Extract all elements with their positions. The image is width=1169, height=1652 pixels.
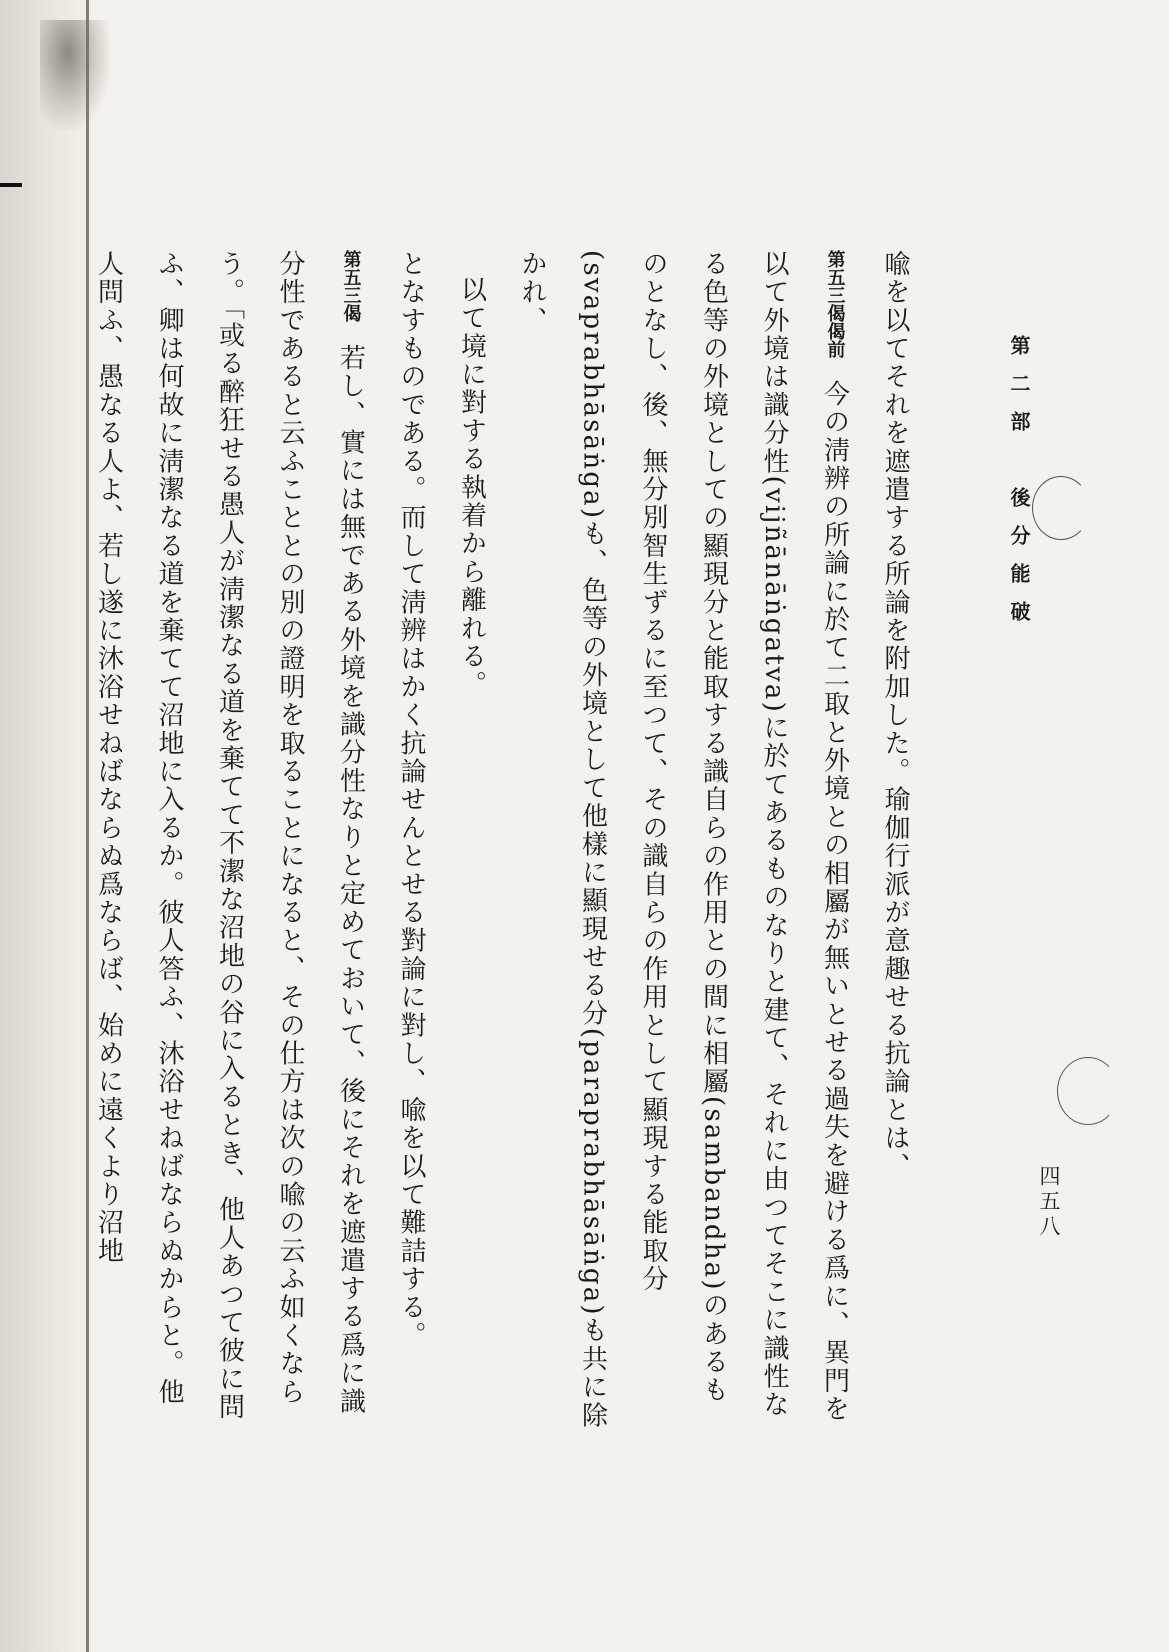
running-header: 第二部 後分能破 [1007, 335, 1031, 639]
paragraph [502, 250, 865, 1430]
verse-label: 第五三偈 [340, 250, 362, 322]
edge-mark [0, 183, 22, 187]
verse-label: 第五三偈偈前 [824, 250, 846, 358]
punch-hole-mark [1032, 476, 1090, 540]
paragraph-line: となすものである。而して淸辨はかく抗論せんとせる對論に對し、喩を以て難詰する。 [396, 250, 426, 1350]
paragraph-line: 以て境に對する執着から離れる。 [456, 276, 487, 699]
body-text [93, 250, 925, 1430]
paragraph [78, 250, 381, 1430]
paragraph-text: 若し、實には無である外境を識分性なりと定めておいて、後にそれを遮遣する爲に識分性であると云ふこととの別の證明を取ることになると、その仕方は次の喩の云ふ如くならう。「或る醉狂せる愚人が淸潔なる道を棄てて不潔な沼地の谷に入るとき、他人あつて彼に問ふ、卿は何故に淸潔なる道を棄てて沼地に入るか。彼人答ふ、沐浴せねばならぬからと。他人問ふ、愚なる人よ、若し遂に沐浴せねばならぬ爲ならば、始めに遠くより沼地 [93, 250, 366, 1422]
continuation-line: 喩を以てそれを遮遣する所論を附加した。瑜伽行派が意趣せる抗論とは、 [880, 250, 910, 1181]
page-number: 四五八 [1037, 1165, 1061, 1240]
paragraph-text: 今の淸辨の所論に於て二取と外境との相屬が無いとせる過失を避ける爲に、異門を以て外境は識分性(vijñānāṅgatva)に於てあるものなりと建て、それに由つてそこに識性なる色等の外境としての顯現分と能取する識自らの作用との間に相屬(sambandha)のあるものとなし、後、無分別智生ずるに至つて、その識自らの作用として顯現する能取分(svaprabhāsāṅga)も、色等の外境として他樣に顯現せる分(paraprabhāsāṅga)も共に除かれ、 [517, 250, 850, 1430]
scan-smudge [40, 20, 110, 130]
punch-hole-mark [1057, 1057, 1119, 1125]
